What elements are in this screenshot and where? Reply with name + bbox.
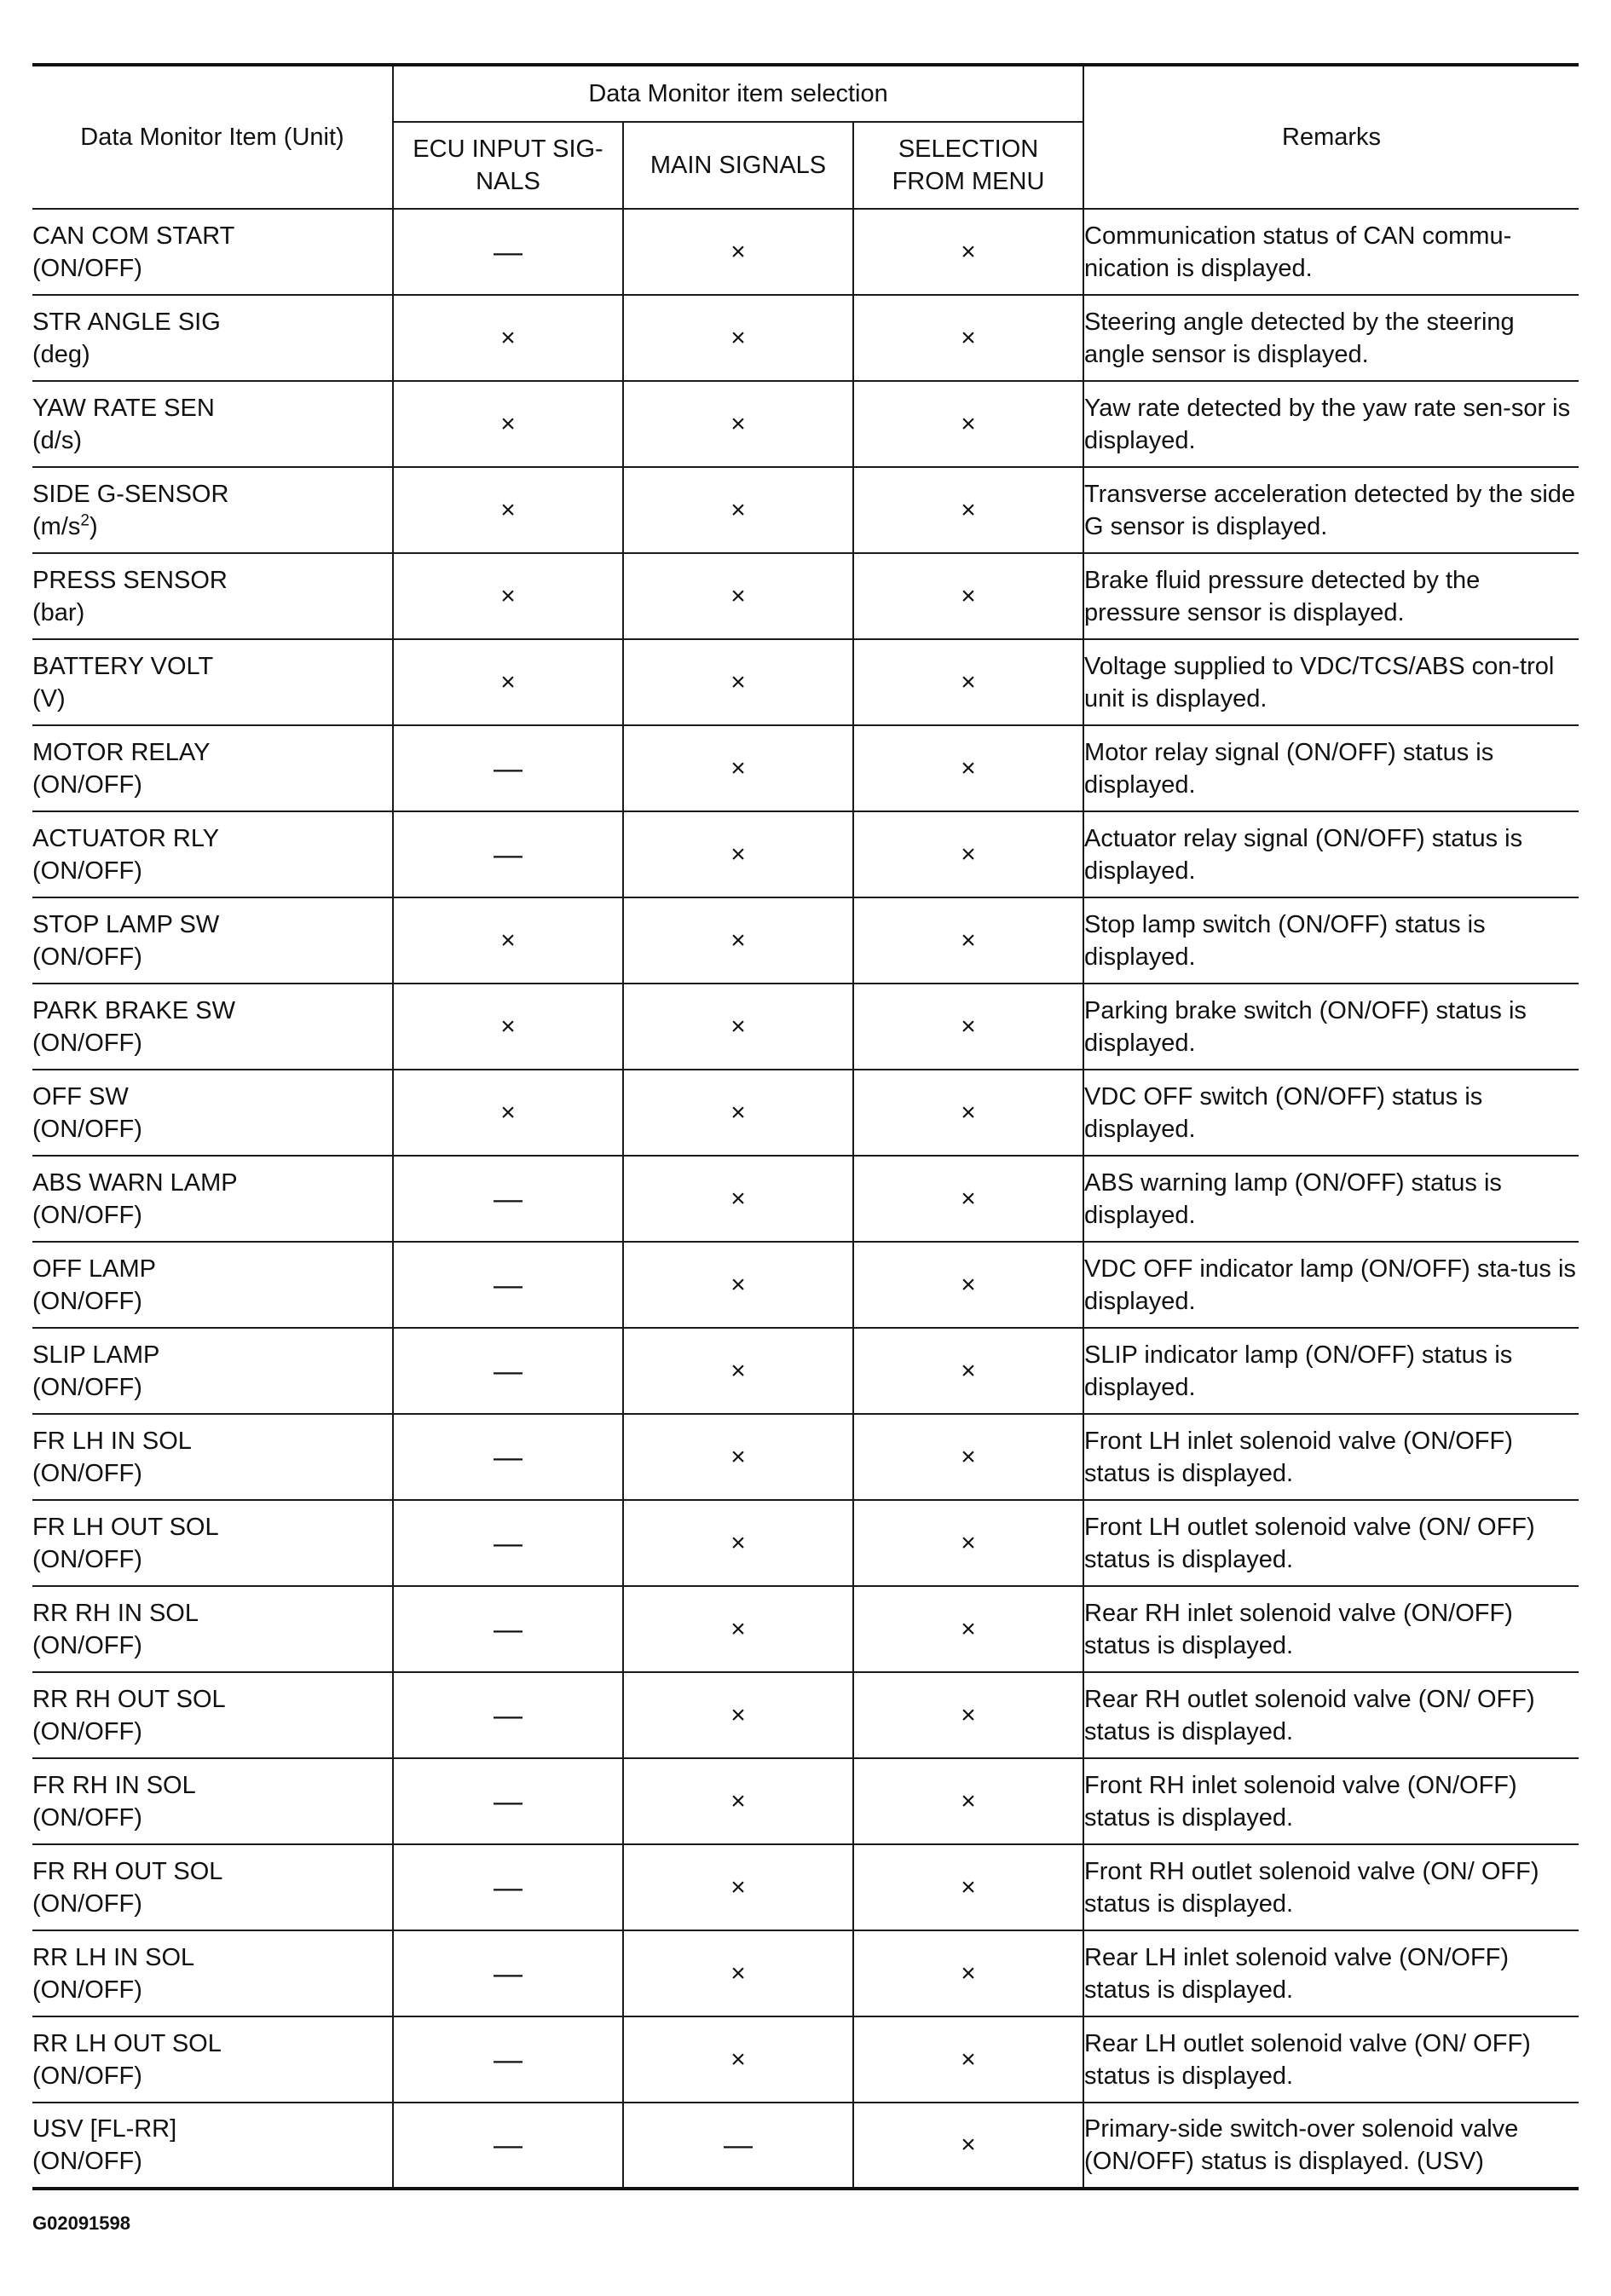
ecu-selection-mark: — [393, 1500, 623, 1586]
monitor-item-unit: (ON/OFF) [32, 2062, 142, 2090]
unit-base: (m/s [32, 512, 81, 540]
header-ecu-line-1: ECU INPUT SIG- [413, 136, 603, 163]
ecu-selection-mark: × [393, 381, 623, 467]
monitor-item-cell [32, 639, 393, 725]
main-selection-mark: × [623, 897, 853, 984]
menu-selection-mark: × [853, 1414, 1083, 1500]
table-row [32, 1758, 1579, 1844]
menu-selection-mark: × [853, 1672, 1083, 1758]
monitor-item-unit: (ON/OFF) [32, 1545, 142, 1573]
menu-selection-mark: × [853, 1586, 1083, 1672]
monitor-item-cell [32, 2103, 393, 2189]
table-row [32, 1414, 1579, 1500]
monitor-item-name: PRESS SENSOR [32, 566, 228, 594]
menu-selection-mark: × [853, 1242, 1083, 1328]
ecu-selection-mark: × [393, 639, 623, 725]
remarks-cell: Voltage supplied to VDC/TCS/ABS con-trol unit is displayed. [1083, 639, 1579, 725]
menu-selection-mark: × [853, 639, 1083, 725]
ecu-selection-mark: — [393, 1930, 623, 2016]
ecu-selection-mark: × [393, 467, 623, 553]
monitor-item-name: FR RH IN SOL [32, 1771, 196, 1799]
monitor-item-name: RR RH IN SOL [32, 1599, 199, 1627]
table-row [32, 295, 1579, 381]
monitor-item-name: SIDE G-SENSOR [32, 480, 229, 508]
table-row [32, 1242, 1579, 1328]
remarks-cell: Front LH outlet solenoid valve (ON/ OFF) status is displayed. [1083, 1500, 1579, 1586]
menu-selection-mark: × [853, 2103, 1083, 2189]
remarks-cell: Parking brake switch (ON/OFF) status is displayed. [1083, 984, 1579, 1070]
monitor-item-cell [32, 467, 393, 553]
monitor-item-name: ACTUATOR RLY [32, 824, 220, 852]
table-body [32, 209, 1579, 2189]
main-selection-mark: × [623, 1156, 853, 1242]
monitor-item-cell [32, 1156, 393, 1242]
menu-selection-mark: × [853, 467, 1083, 553]
table-row [32, 811, 1579, 897]
table-row [32, 2016, 1579, 2103]
monitor-item-cell [32, 2016, 393, 2103]
menu-selection-mark: × [853, 1070, 1083, 1156]
remarks-cell: Communication status of CAN commu-nication is displayed. [1083, 209, 1579, 295]
monitor-item-name: FR RH OUT SOL [32, 1857, 223, 1885]
table-row [32, 1930, 1579, 2016]
monitor-item-name: STOP LAMP SW [32, 910, 220, 938]
monitor-item-unit: (ON/OFF) [32, 254, 142, 282]
table-row [32, 1328, 1579, 1414]
monitor-item-unit: (ON/OFF) [32, 1717, 142, 1745]
monitor-item-unit: (ON/OFF) [32, 2148, 142, 2175]
monitor-item-unit: (ON/OFF) [32, 857, 142, 885]
ecu-selection-mark: — [393, 1156, 623, 1242]
monitor-item-cell [32, 725, 393, 811]
monitor-item-unit: (ON/OFF) [32, 943, 142, 971]
monitor-item-name: STR ANGLE SIG [32, 308, 221, 336]
header-ecu-line-2: NALS [476, 168, 540, 195]
remarks-cell: VDC OFF switch (ON/OFF) status is displayed. [1083, 1070, 1579, 1156]
monitor-item-unit: (ON/OFF) [32, 1976, 142, 2004]
table-row [32, 639, 1579, 725]
ecu-selection-mark: × [393, 295, 623, 381]
header-menu-line-2: FROM MENU [892, 168, 1045, 195]
header-selection-from-menu [853, 122, 1083, 209]
monitor-item-cell [32, 209, 393, 295]
ecu-selection-mark: — [393, 725, 623, 811]
main-selection-mark: × [623, 2016, 853, 2103]
main-selection-mark: × [623, 1242, 853, 1328]
main-selection-mark: × [623, 1328, 853, 1414]
menu-selection-mark: × [853, 295, 1083, 381]
monitor-item-name: SLIP LAMP [32, 1341, 160, 1369]
menu-selection-mark: × [853, 1156, 1083, 1242]
monitor-item-name: OFF SW [32, 1082, 129, 1111]
header-item-selection-group: Data Monitor item selection [393, 65, 1083, 122]
monitor-item-name: RR RH OUT SOL [32, 1685, 226, 1713]
main-selection-mark: × [623, 381, 853, 467]
ecu-selection-mark: × [393, 897, 623, 984]
remarks-cell: Brake fluid pressure detected by the pressure sensor is displayed. [1083, 553, 1579, 639]
table-row [32, 1500, 1579, 1586]
remarks-cell: Transverse acceleration detected by the side G sensor is displayed. [1083, 467, 1579, 553]
table-row [32, 553, 1579, 639]
monitor-item-name: USV [FL-RR] [32, 2115, 177, 2143]
ecu-selection-mark: — [393, 2103, 623, 2189]
ecu-selection-mark: — [393, 1242, 623, 1328]
monitor-item-cell [32, 1414, 393, 1500]
monitor-item-cell [32, 1328, 393, 1414]
monitor-item-name: CAN COM START [32, 222, 235, 250]
menu-selection-mark: × [853, 1930, 1083, 2016]
menu-selection-mark: × [853, 725, 1083, 811]
ecu-selection-mark: — [393, 1586, 623, 1672]
remarks-cell: ABS warning lamp (ON/OFF) status is displayed. [1083, 1156, 1579, 1242]
table-row [32, 209, 1579, 295]
remarks-cell: SLIP indicator lamp (ON/OFF) status is displayed. [1083, 1328, 1579, 1414]
ecu-selection-mark: × [393, 984, 623, 1070]
monitor-item-unit: (ON/OFF) [32, 1803, 142, 1832]
monitor-item-cell [32, 553, 393, 639]
main-selection-mark: × [623, 1758, 853, 1844]
remarks-cell: Front RH outlet solenoid valve (ON/ OFF) status is displayed. [1083, 1844, 1579, 1930]
monitor-item-unit: (d/s) [32, 426, 82, 454]
header-remarks: Remarks [1083, 65, 1579, 209]
monitor-item-cell [32, 1930, 393, 2016]
main-selection-mark: × [623, 1500, 853, 1586]
remarks-cell: Actuator relay signal (ON/OFF) status is displayed. [1083, 811, 1579, 897]
menu-selection-mark: × [853, 1758, 1083, 1844]
table-row [32, 1672, 1579, 1758]
ecu-selection-mark: — [393, 1414, 623, 1500]
header-ecu-input-signals [393, 122, 623, 209]
remarks-cell: Yaw rate detected by the yaw rate sen-sor is displayed. [1083, 381, 1579, 467]
monitor-item-unit: (ON/OFF) [32, 1201, 142, 1229]
menu-selection-mark: × [853, 381, 1083, 467]
menu-selection-mark: × [853, 984, 1083, 1070]
monitor-item-unit: (deg) [32, 340, 90, 368]
remarks-cell: Rear LH outlet solenoid valve (ON/ OFF) status is displayed. [1083, 2016, 1579, 2103]
main-selection-mark: × [623, 1844, 853, 1930]
unit-end: ) [89, 512, 98, 540]
menu-selection-mark: × [853, 553, 1083, 639]
remarks-cell: Rear RH inlet solenoid valve (ON/OFF) status is displayed. [1083, 1586, 1579, 1672]
table-row [32, 467, 1579, 553]
monitor-item-unit: (ON/OFF) [32, 1029, 142, 1057]
unit-superscript: 2 [80, 511, 90, 529]
table-row [32, 1586, 1579, 1672]
main-selection-mark: × [623, 1672, 853, 1758]
main-selection-mark: × [623, 295, 853, 381]
monitor-item-unit: (ON/OFF) [32, 1889, 142, 1918]
monitor-item-unit: (bar) [32, 598, 85, 626]
ecu-selection-mark: — [393, 1844, 623, 1930]
menu-selection-mark: × [853, 897, 1083, 984]
remarks-cell: Steering angle detected by the steering angle sensor is displayed. [1083, 295, 1579, 381]
monitor-item-cell [32, 897, 393, 984]
remarks-cell: Primary-side switch-over solenoid valve (ON/OFF) status is displayed. (USV) [1083, 2103, 1579, 2189]
monitor-item-unit: (ON/OFF) [32, 1459, 142, 1487]
monitor-item-name: RR LH OUT SOL [32, 2029, 222, 2057]
menu-selection-mark: × [853, 209, 1083, 295]
monitor-item-unit: (ON/OFF) [32, 1631, 142, 1659]
monitor-item-name: FR LH OUT SOL [32, 1513, 219, 1541]
menu-selection-mark: × [853, 1844, 1083, 1930]
remarks-cell: Front LH inlet solenoid valve (ON/OFF) status is displayed. [1083, 1414, 1579, 1500]
main-selection-mark: — [623, 2103, 853, 2189]
table-row [32, 725, 1579, 811]
figure-code: G02091598 [32, 2212, 130, 2234]
main-selection-mark: × [623, 1586, 853, 1672]
table-row [32, 1070, 1579, 1156]
remarks-cell: Rear LH inlet solenoid valve (ON/OFF) status is displayed. [1083, 1930, 1579, 2016]
table-row [32, 897, 1579, 984]
monitor-item-cell [32, 984, 393, 1070]
monitor-item-cell [32, 1070, 393, 1156]
monitor-item-name: RR LH IN SOL [32, 1943, 195, 1971]
main-selection-mark: × [623, 811, 853, 897]
ecu-selection-mark: — [393, 1328, 623, 1414]
main-selection-mark: × [623, 209, 853, 295]
monitor-item-cell [32, 1844, 393, 1930]
menu-selection-mark: × [853, 811, 1083, 897]
ecu-selection-mark: — [393, 1672, 623, 1758]
header-data-monitor-item: Data Monitor Item (Unit) [32, 65, 393, 209]
main-selection-mark: × [623, 1414, 853, 1500]
monitor-item-unit: (ON/OFF) [32, 770, 142, 799]
monitor-item-cell [32, 1242, 393, 1328]
remarks-cell: VDC OFF indicator lamp (ON/OFF) sta-tus is displayed. [1083, 1242, 1579, 1328]
main-selection-mark: × [623, 467, 853, 553]
menu-selection-mark: × [853, 1500, 1083, 1586]
main-selection-mark: × [623, 639, 853, 725]
monitor-item-cell [32, 295, 393, 381]
table-row [32, 381, 1579, 467]
main-selection-mark: × [623, 725, 853, 811]
menu-selection-mark: × [853, 2016, 1083, 2103]
monitor-item-cell [32, 1672, 393, 1758]
main-selection-mark: × [623, 984, 853, 1070]
menu-selection-mark: × [853, 1328, 1083, 1414]
monitor-item-name: PARK BRAKE SW [32, 996, 235, 1024]
remarks-cell: Stop lamp switch (ON/OFF) status is displayed. [1083, 897, 1579, 984]
monitor-item-cell [32, 381, 393, 467]
main-selection-mark: × [623, 1930, 853, 2016]
data-monitor-table [32, 63, 1579, 2190]
monitor-item-cell [32, 1586, 393, 1672]
ecu-selection-mark: — [393, 811, 623, 897]
main-selection-mark: × [623, 553, 853, 639]
monitor-item-name: MOTOR RELAY [32, 738, 211, 766]
monitor-item-cell [32, 1500, 393, 1586]
monitor-item-name: FR LH IN SOL [32, 1427, 192, 1455]
monitor-item-unit: (ON/OFF) [32, 1287, 142, 1315]
remarks-cell: Motor relay signal (ON/OFF) status is displayed. [1083, 725, 1579, 811]
monitor-item-unit [32, 511, 392, 543]
header-menu-line-1: SELECTION [898, 136, 1039, 163]
monitor-item-unit: (ON/OFF) [32, 1115, 142, 1143]
header-main-signals: MAIN SIGNALS [623, 122, 853, 209]
monitor-item-name: YAW RATE SEN [32, 394, 215, 422]
remarks-cell: Front RH inlet solenoid valve (ON/OFF) status is displayed. [1083, 1758, 1579, 1844]
table-row [32, 2103, 1579, 2189]
monitor-item-unit: (V) [32, 684, 66, 712]
monitor-item-cell [32, 811, 393, 897]
ecu-selection-mark: — [393, 209, 623, 295]
remarks-cell: Rear RH outlet solenoid valve (ON/ OFF) status is displayed. [1083, 1672, 1579, 1758]
monitor-item-name: BATTERY VOLT [32, 652, 214, 680]
table-row [32, 984, 1579, 1070]
table-row [32, 1156, 1579, 1242]
monitor-item-name: OFF LAMP [32, 1255, 157, 1283]
monitor-item-cell [32, 1758, 393, 1844]
ecu-selection-mark: × [393, 553, 623, 639]
table-row [32, 1844, 1579, 1930]
monitor-item-name: ABS WARN LAMP [32, 1168, 238, 1197]
ecu-selection-mark: — [393, 2016, 623, 2103]
ecu-selection-mark: × [393, 1070, 623, 1156]
ecu-selection-mark: — [393, 1758, 623, 1844]
monitor-item-unit: (ON/OFF) [32, 1373, 142, 1401]
main-selection-mark: × [623, 1070, 853, 1156]
